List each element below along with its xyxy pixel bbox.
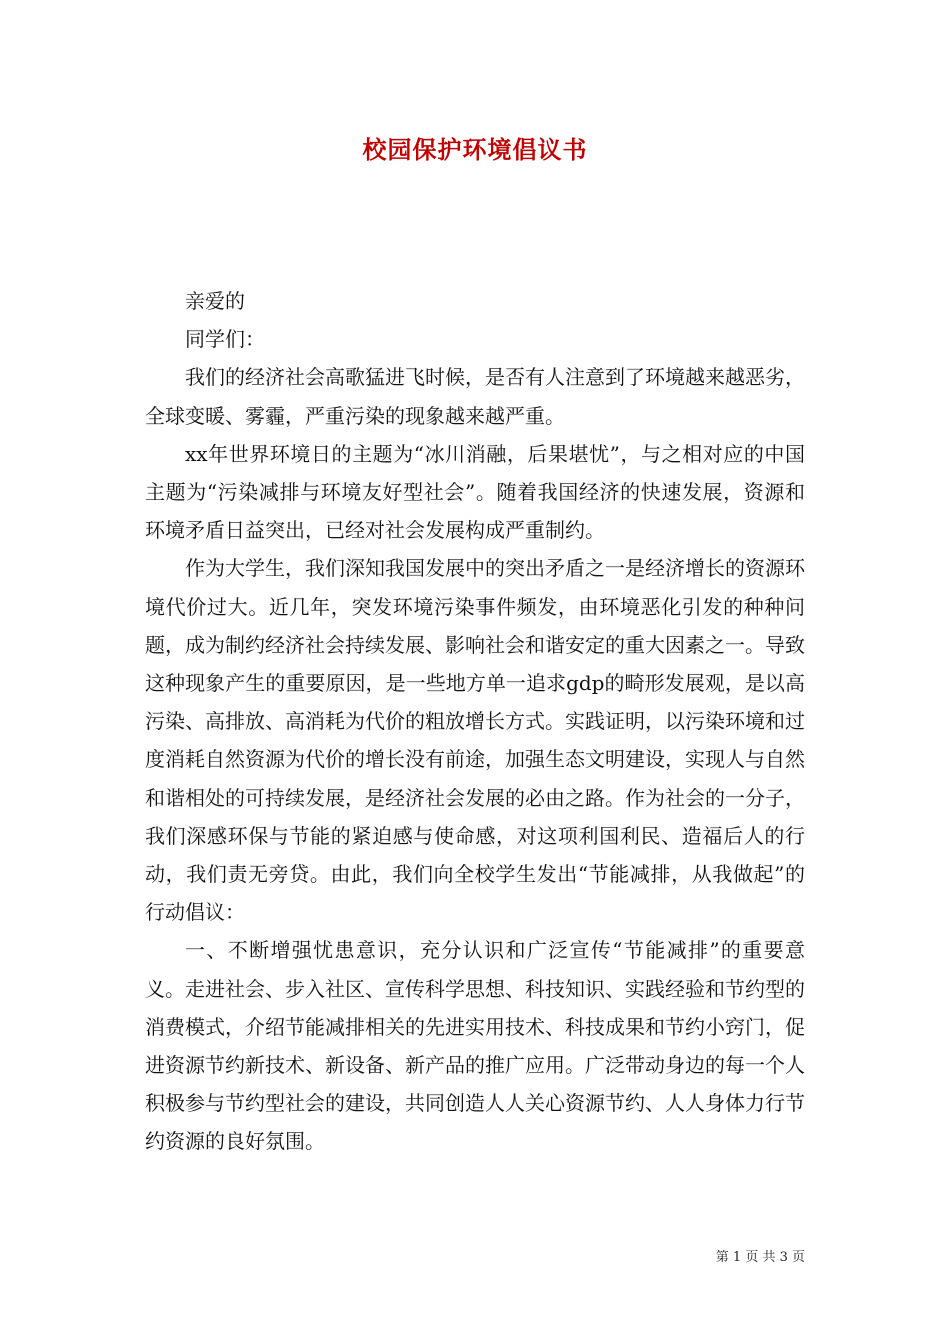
paragraph-theme: xx年世界环境日的主题为“冰川消融，后果堪忧”，与之相对应的中国主题为“污染减排与环境友好型社会”。随着我国经济的快速发展，资源和环境矛盾日益突出，已经对社会发展构成严重制约。 — [145, 441, 805, 543]
paragraph-proposal-1: 一、不断增强忧患意识，充分认识和广泛宣传“节能减排”的重要意义。走进社会、步入社区、宣传科学思想、科技知识、实践经验和节约型的消费模式，介绍节能减排相关的先进实用技术、科技成果和节约小窍门，促进资源节约新技术、新设备、新产品的推广应用。广泛带动身边的每一个人积极参与节约型社会的建设，共同创造人人关心资源节约、人人身体力行节约资源的良好氛围。 — [145, 938, 805, 1154]
document-body — [145, 282, 805, 1161]
salutation-line-2: 同学们： — [185, 327, 265, 352]
document-title: 校园保护环境倡议书 — [362, 135, 588, 164]
salutation-line-1: 亲爱的 — [185, 289, 245, 313]
page-number: 第 1 页 共 3 页 — [715, 1250, 805, 1265]
paragraph-intro: 我们的经济社会高歌猛进飞时候，是否有人注意到了环境越来越恶劣，全球变暖、雾霾，严重污染的现象越来越严重。 — [145, 365, 805, 428]
paragraph-students: 作为大学生，我们深知我国发展中的突出矛盾之一是经济增长的资源环境代价过大。近几年，突发环境污染事件频发，由环境恶化引发的种种问题，成为制约经济社会持续发展、影响社会和谐安定的重大因素之一。导致这种现象产生的重要原因，是一些地方单一追求gdp的畸形发展观，是以高污染、高排放、高消耗为代价的粗放增长方式。实践证明，以污染环境和过度消耗自然资源为代价的增长没有前途，加强生态文明建设，实现人与自然和谐相处的可持续发展，是经济社会发展的必由之路。作为社会的一分子，我们深感环保与节能的紧迫感与使命感，对这项利国利民、造福后人的行动，我们责无旁贷。由此，我们向全校学生发出“节能减排，从我做起”的行动倡议： — [145, 556, 805, 925]
